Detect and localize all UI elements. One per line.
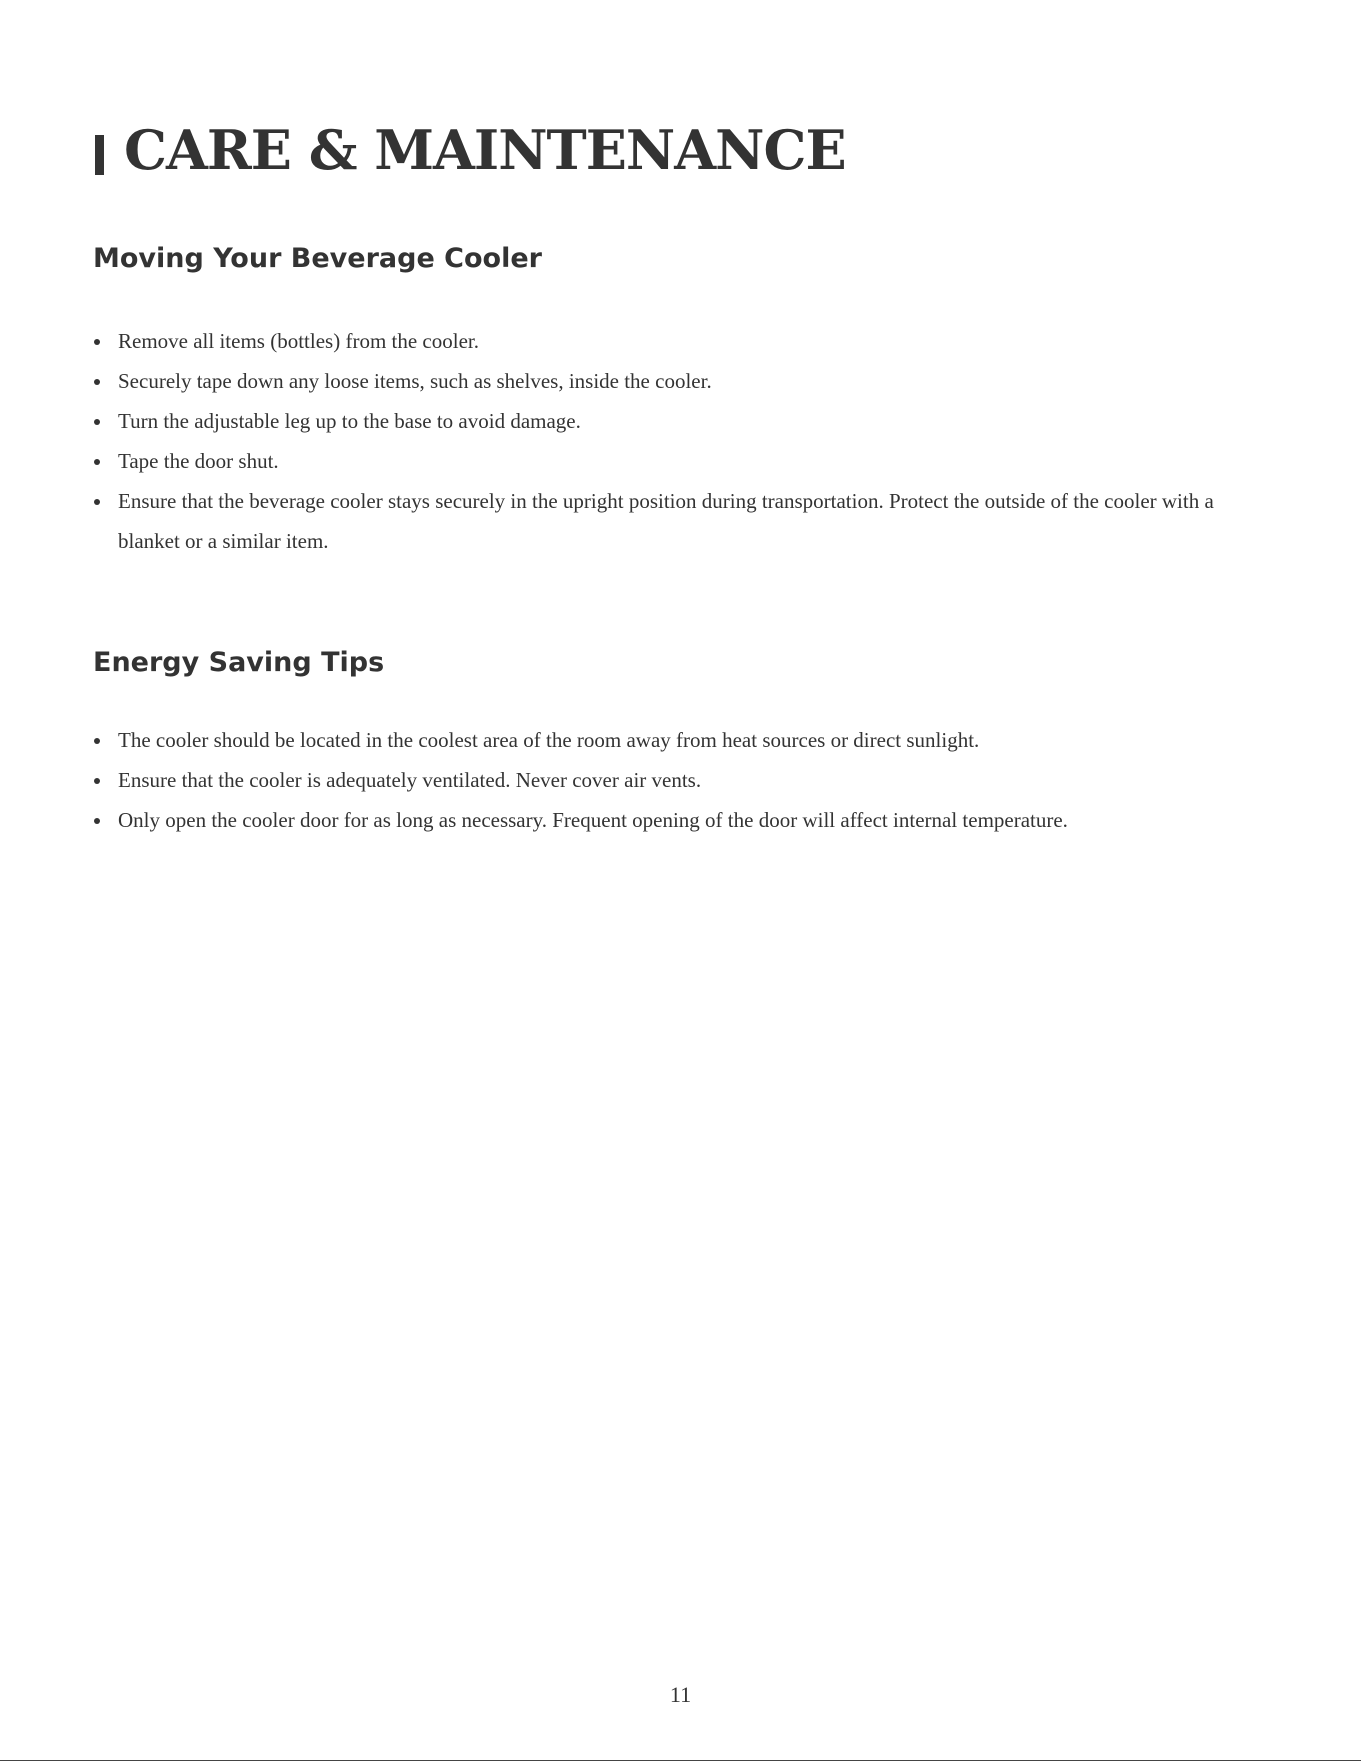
- bullet-icon: [94, 419, 100, 425]
- list-item-text: Turn the adjustable leg up to the base to avoid damage.: [118, 409, 581, 433]
- list-item-text: Remove all items (bottles) from the cooler.: [118, 329, 479, 353]
- list-item: [93, 321, 1273, 361]
- bullet-icon: [94, 818, 100, 824]
- bullet-icon: [94, 379, 100, 385]
- list-item-text: Securely tape down any loose items, such as shelves, inside the cooler.: [118, 369, 712, 393]
- page-title: [95, 114, 846, 186]
- section-heading-moving: Moving Your Beverage Cooler: [93, 243, 542, 274]
- moving-tips-list: [93, 321, 1273, 561]
- list-item: [93, 361, 1273, 401]
- list-item-text: Ensure that the beverage cooler stays securely in the upright position during transportation. Protect the outside of the cooler with a blanket or a similar item.: [118, 489, 1214, 553]
- list-item-text: Tape the door shut.: [118, 449, 279, 473]
- list-item: [93, 800, 1273, 840]
- list-item-text: The cooler should be located in the coolest area of the room away from heat sources or direct sunlight.: [118, 728, 980, 752]
- bullet-icon: [94, 499, 100, 505]
- page-title-text: CARE & MAINTENANCE: [124, 118, 846, 182]
- section-heading-energy: Energy Saving Tips: [93, 647, 385, 678]
- bullet-icon: [94, 778, 100, 784]
- list-item: [93, 441, 1273, 481]
- list-item: [93, 720, 1273, 760]
- list-item: [93, 481, 1273, 561]
- list-item: [93, 760, 1273, 800]
- list-item: [93, 401, 1273, 441]
- list-item-text: Only open the cooler door for as long as necessary. Frequent opening of the door will affect internal temperature.: [118, 808, 1068, 832]
- list-item-text: Ensure that the cooler is adequately ventilated. Never cover air vents.: [118, 768, 702, 792]
- energy-tips-list: [93, 720, 1273, 840]
- page-number: 11: [669, 1682, 692, 1707]
- title-accent-bar: [95, 135, 104, 175]
- bullet-icon: [94, 459, 100, 465]
- bullet-icon: [94, 738, 100, 744]
- bullet-icon: [94, 339, 100, 345]
